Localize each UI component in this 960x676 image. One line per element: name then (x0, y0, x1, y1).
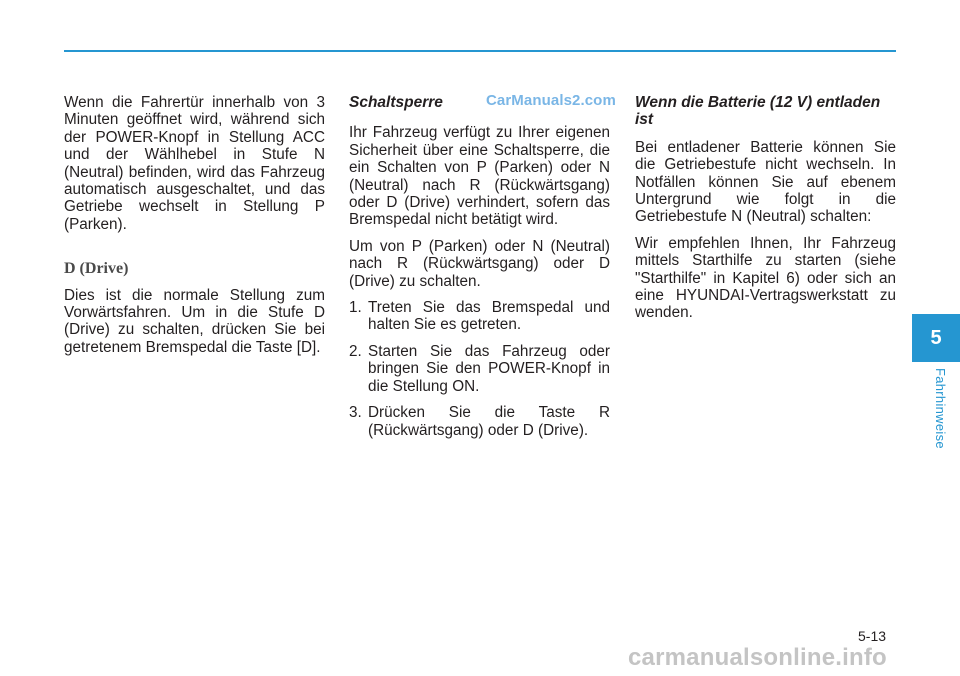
list-item-text: Treten Sie das Bremspedal und halten Sie es getreten. (368, 299, 610, 334)
list-item-text: Starten Sie das Fahrzeug oder bringen Sie den POWER-Knopf in die Stellung ON. (368, 342, 610, 395)
paragraph: Um von P (Parken) oder N (Neutral) nach R (Rückwärtsgang) oder D (Drive) zu schalten. (349, 237, 610, 290)
column-middle (349, 94, 610, 448)
list-item-text: Drücken Sie die Taste R (Rückwärtsgang) oder D (Drive). (368, 404, 610, 439)
watermark-top: CarManuals2.com (486, 92, 616, 109)
list-item (349, 343, 610, 395)
steps-list (349, 299, 610, 439)
section-heading-schaltsperre: Schaltsperre (349, 94, 443, 111)
list-item (349, 404, 610, 439)
page-number: 5-13 (858, 628, 887, 644)
list-item-number: 2. (349, 342, 362, 360)
chapter-label: Fahrhinweise (933, 368, 948, 449)
paragraph: Ihr Fahrzeug verfügt zu Ihrer eigenen Sicherheit über eine Schaltsperre, die ein Schalten von P (Parken) oder N (Neutral) nach R (Rückwärtsgang) oder D (Drive) verhindert, sofern das Bremspedal nicht betätigt wird. (349, 124, 610, 229)
column-right (635, 94, 896, 331)
paragraph: Bei entladener Batterie können Sie die Getriebestufe nicht wechseln. In Notfällen können Sie auf ebenem Untergrund wie folgt in die Getriebestufe N (Neutral) schalten: (635, 138, 896, 226)
list-item-number: 3. (349, 404, 362, 422)
section-heading-battery: Wenn die Batterie (12 V) entladen ist (635, 94, 881, 129)
chapter-number: 5 (930, 326, 942, 349)
paragraph: Dies ist die normale Stellung zum Vorwärtsfahren. Um in die Stufe D (Drive) zu schalten, drücken Sie bei getretenem Bremspedal die Taste [D]. (64, 286, 325, 356)
paragraph: Wenn die Fahrertür innerhalb von 3 Minuten geöffnet wird, während sich der POWER-Knopf in Stellung ACC und der Wählhebel in Stufe N (Neutral) befinden, wird das Fahrzeug automatisch ausgeschaltet, und das Getriebe wechselt in Stellung P (Parken). (64, 94, 325, 233)
watermark-bottom: carmanualsonline.info (628, 644, 887, 671)
section-heading-drive: D (Drive) (64, 260, 129, 278)
chapter-tab (912, 314, 960, 362)
list-item (349, 299, 610, 334)
column-left (64, 94, 325, 365)
top-divider (64, 50, 896, 52)
paragraph: Wir empfehlen Ihnen, Ihr Fahrzeug mittels Starthilfe zu starten (siehe "Starthilfe" in Kapitel 6) oder sich an eine HYUNDAI-Vertragswerkstatt zu wenden. (635, 234, 896, 322)
list-item-number: 1. (349, 299, 362, 317)
